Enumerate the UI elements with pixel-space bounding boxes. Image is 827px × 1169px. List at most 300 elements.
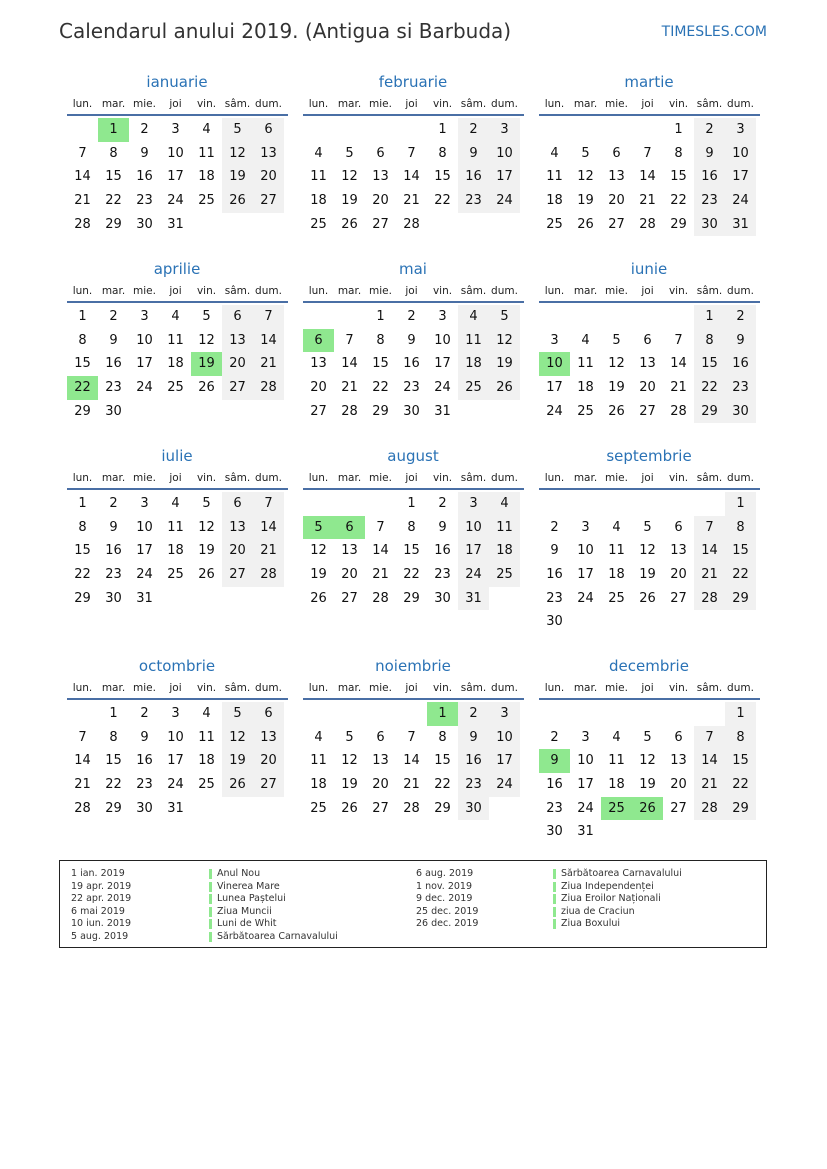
weekday-label: sâm. xyxy=(224,285,251,297)
day-cell: 22 xyxy=(372,380,389,396)
day-cell: 15 xyxy=(434,169,451,185)
day-cell: 30 xyxy=(434,590,451,606)
day-cell: 31 xyxy=(167,800,184,816)
day-cell: 8 xyxy=(109,145,118,161)
day-cell: 20 xyxy=(222,352,253,376)
day-cell: 5 xyxy=(643,519,652,535)
day-cell: 3 xyxy=(171,122,180,137)
legend-date: 6 mai 2019 xyxy=(71,905,125,917)
day-cell: 23 xyxy=(725,376,756,400)
day-cell: 7 xyxy=(674,332,683,348)
day-cell: 27 xyxy=(670,800,687,816)
empty-cell xyxy=(694,702,725,726)
day-cell: 30 xyxy=(546,824,563,840)
day-cell: 12 xyxy=(489,329,520,353)
day-cell: 2 xyxy=(458,118,489,142)
day-cell: 19 xyxy=(222,749,253,773)
day-cell: 1 xyxy=(694,305,725,329)
weekday-label: mie. xyxy=(369,98,392,110)
day-cell: 3 xyxy=(581,729,590,745)
day-cell: 6 xyxy=(674,729,683,745)
day-cell: 11 xyxy=(198,145,215,161)
day-cell: 17 xyxy=(167,753,184,769)
day-cell: 17 xyxy=(577,777,594,793)
day-cell: 11 xyxy=(310,169,327,185)
day-cell: 21 xyxy=(74,193,91,209)
day-cell: 12 xyxy=(198,519,215,535)
day-cell: 7 xyxy=(78,145,87,161)
day-cell: 24 xyxy=(167,193,184,209)
empty-cell xyxy=(539,118,570,142)
day-cell: 25 xyxy=(198,777,215,793)
weekday-header xyxy=(539,677,760,700)
weekday-header xyxy=(539,467,760,490)
weekday-label: mie. xyxy=(133,472,156,484)
day-cell: 29 xyxy=(105,800,122,816)
day-cell: 10 xyxy=(489,726,520,750)
weekday-label: joi xyxy=(169,285,182,297)
weekday-header xyxy=(303,93,524,116)
day-cell: 15 xyxy=(74,356,91,372)
day-cell: 4 xyxy=(458,305,489,329)
empty-cell xyxy=(694,492,725,516)
day-cell: 10 xyxy=(577,753,594,769)
weekday-label: mie. xyxy=(133,682,156,694)
day-cell: 29 xyxy=(403,590,420,606)
day-cell: 12 xyxy=(341,169,358,185)
weekday-label: mie. xyxy=(605,472,628,484)
month-name: noiembrie xyxy=(375,657,451,675)
weekday-label: sâm. xyxy=(460,472,487,484)
day-grid xyxy=(539,118,760,236)
day-cell: 17 xyxy=(546,380,563,396)
day-cell: 10 xyxy=(136,332,153,348)
legend-date: 10 iun. 2019 xyxy=(71,918,132,930)
day-cell: 14 xyxy=(341,356,358,372)
weekday-label: sâm. xyxy=(460,285,487,297)
day-cell: 11 xyxy=(167,332,184,348)
day-cell: 8 xyxy=(78,332,87,348)
weekday-label: mar. xyxy=(101,98,126,110)
month-name: aprilie xyxy=(153,260,201,278)
legend-right-dates xyxy=(416,868,478,931)
day-cell: 6 xyxy=(222,305,253,329)
day-cell: 19 xyxy=(577,193,594,209)
day-cell: 22 xyxy=(434,193,451,209)
day-grid xyxy=(303,702,524,820)
day-cell: 13 xyxy=(670,543,687,559)
day-cell: 28 xyxy=(694,797,725,821)
day-cell: 20 xyxy=(253,165,284,189)
day-cell: 7 xyxy=(253,492,284,516)
day-cell: 28 xyxy=(694,587,725,611)
day-cell: 15 xyxy=(725,749,756,773)
day-cell: 30 xyxy=(546,614,563,630)
weekday-label: mie. xyxy=(605,285,628,297)
day-cell: 24 xyxy=(489,189,520,213)
day-cell: 27 xyxy=(341,590,358,606)
weekday-label: mie. xyxy=(369,682,392,694)
legend-holiday-name: Anul Nou xyxy=(209,868,338,881)
day-cell: 7 xyxy=(345,332,354,348)
day-cell: 5 xyxy=(581,145,590,161)
day-cell: 6 xyxy=(253,118,284,142)
day-cell: 11 xyxy=(608,543,625,559)
day-cell: 2 xyxy=(109,496,118,511)
day-cell: 20 xyxy=(670,567,687,583)
day-cell: 9 xyxy=(407,332,416,348)
weekday-label: sâm. xyxy=(696,98,723,110)
day-cell: 14 xyxy=(403,753,420,769)
holiday-day-cell: 19 xyxy=(191,352,222,376)
site-link[interactable]: TIMESLES.COM xyxy=(661,24,767,40)
empty-cell xyxy=(663,492,694,516)
month-name: septembrie xyxy=(606,447,692,465)
holiday-day-cell: 5 xyxy=(303,516,334,540)
day-cell: 19 xyxy=(198,543,215,559)
day-cell: 15 xyxy=(434,753,451,769)
day-cell: 29 xyxy=(74,403,91,419)
day-cell: 13 xyxy=(253,142,284,166)
day-cell: 24 xyxy=(725,189,756,213)
day-cell: 24 xyxy=(434,380,451,396)
day-cell: 25 xyxy=(546,216,563,232)
weekday-label: joi xyxy=(169,98,182,110)
day-cell: 31 xyxy=(725,213,756,237)
day-cell: 10 xyxy=(167,729,184,745)
day-cell: 22 xyxy=(694,376,725,400)
weekday-label: mie. xyxy=(133,98,156,110)
day-cell: 12 xyxy=(341,753,358,769)
day-cell: 26 xyxy=(341,800,358,816)
day-cell: 21 xyxy=(253,539,284,563)
day-cell: 2 xyxy=(550,729,559,745)
weekday-label: joi xyxy=(641,682,654,694)
day-cell: 1 xyxy=(78,309,87,324)
empty-cell xyxy=(570,118,601,142)
day-cell: 30 xyxy=(694,213,725,237)
legend-holiday-name: Luni de Whit xyxy=(209,918,338,931)
weekday-label: lun. xyxy=(72,682,93,694)
weekday-label: mar. xyxy=(573,682,598,694)
legend-date: 22 apr. 2019 xyxy=(71,893,132,905)
day-cell: 18 xyxy=(458,352,489,376)
day-cell: 24 xyxy=(577,800,594,816)
day-cell: 4 xyxy=(489,492,520,516)
day-cell: 16 xyxy=(694,165,725,189)
weekday-header xyxy=(539,280,760,303)
day-cell: 5 xyxy=(345,145,354,161)
day-cell: 21 xyxy=(639,193,656,209)
day-cell: 16 xyxy=(136,753,153,769)
day-cell: 21 xyxy=(403,777,420,793)
legend-holiday-name: Sărbătoarea Carnavalului xyxy=(209,931,338,944)
day-cell: 17 xyxy=(489,749,520,773)
day-cell: 20 xyxy=(222,539,253,563)
day-cell: 4 xyxy=(314,145,323,161)
day-cell: 16 xyxy=(105,543,122,559)
weekday-label: sâm. xyxy=(224,98,251,110)
day-cell: 20 xyxy=(372,193,389,209)
month-name: ianuarie xyxy=(146,73,208,91)
day-cell: 4 xyxy=(612,519,621,535)
day-cell: 22 xyxy=(74,567,91,583)
empty-cell xyxy=(601,492,632,516)
weekday-label: joi xyxy=(169,682,182,694)
day-cell: 29 xyxy=(670,216,687,232)
empty-cell xyxy=(67,702,98,726)
day-cell: 23 xyxy=(434,567,451,583)
weekday-label: mie. xyxy=(133,285,156,297)
day-cell: 17 xyxy=(489,165,520,189)
month-noiembrie xyxy=(302,655,524,820)
weekday-label: dum. xyxy=(255,285,282,297)
empty-cell xyxy=(303,492,334,516)
day-cell: 1 xyxy=(674,122,683,137)
empty-cell xyxy=(539,492,570,516)
day-cell: 9 xyxy=(140,145,149,161)
month-octombrie xyxy=(66,655,288,820)
day-cell: 18 xyxy=(310,777,327,793)
day-cell: 23 xyxy=(694,189,725,213)
day-cell: 21 xyxy=(372,567,389,583)
empty-cell xyxy=(632,118,663,142)
day-cell: 6 xyxy=(612,145,621,161)
month-name: iulie xyxy=(161,447,193,465)
day-cell: 4 xyxy=(550,145,559,161)
day-cell: 2 xyxy=(140,122,149,137)
day-cell: 4 xyxy=(612,729,621,745)
day-cell: 27 xyxy=(670,590,687,606)
weekday-label: joi xyxy=(169,472,182,484)
day-cell: 29 xyxy=(74,590,91,606)
day-cell: 30 xyxy=(136,800,153,816)
day-cell: 4 xyxy=(202,706,211,721)
day-cell: 7 xyxy=(643,145,652,161)
day-cell: 24 xyxy=(136,567,153,583)
weekday-label: dum. xyxy=(491,285,518,297)
day-cell: 29 xyxy=(434,800,451,816)
weekday-label: dum. xyxy=(491,98,518,110)
day-cell: 29 xyxy=(694,400,725,424)
day-cell: 20 xyxy=(372,777,389,793)
day-cell: 20 xyxy=(670,777,687,793)
day-cell: 26 xyxy=(222,773,253,797)
day-cell: 14 xyxy=(253,516,284,540)
empty-cell xyxy=(570,305,601,329)
day-cell: 27 xyxy=(608,216,625,232)
empty-cell xyxy=(334,492,365,516)
day-cell: 7 xyxy=(407,145,416,161)
day-cell: 3 xyxy=(550,332,559,348)
day-cell: 8 xyxy=(109,729,118,745)
weekday-label: vin. xyxy=(196,98,217,110)
day-cell: 23 xyxy=(546,800,563,816)
day-cell: 18 xyxy=(198,753,215,769)
weekday-label: mar. xyxy=(101,472,126,484)
day-cell: 26 xyxy=(198,380,215,396)
day-cell: 28 xyxy=(639,216,656,232)
day-cell: 22 xyxy=(403,567,420,583)
day-cell: 26 xyxy=(639,590,656,606)
day-cell: 30 xyxy=(136,216,153,232)
day-cell: 20 xyxy=(341,567,358,583)
weekday-label: dum. xyxy=(727,682,754,694)
day-cell: 27 xyxy=(253,773,284,797)
weekday-label: joi xyxy=(405,472,418,484)
weekday-label: mie. xyxy=(605,98,628,110)
day-cell: 20 xyxy=(310,380,327,396)
day-cell: 29 xyxy=(372,403,389,419)
day-cell: 5 xyxy=(202,496,211,511)
day-cell: 21 xyxy=(670,380,687,396)
day-cell: 27 xyxy=(222,376,253,400)
day-cell: 19 xyxy=(341,193,358,209)
day-cell: 11 xyxy=(577,356,594,372)
day-cell: 23 xyxy=(136,777,153,793)
day-cell: 7 xyxy=(407,729,416,745)
legend-holiday-name: Vinerea Mare xyxy=(209,881,338,894)
day-cell: 12 xyxy=(639,543,656,559)
day-cell: 15 xyxy=(372,356,389,372)
weekday-label: mar. xyxy=(337,472,362,484)
day-cell: 8 xyxy=(694,329,725,353)
day-cell: 22 xyxy=(434,777,451,793)
weekday-label: mie. xyxy=(605,682,628,694)
day-cell: 13 xyxy=(222,329,253,353)
day-cell: 14 xyxy=(253,329,284,353)
weekday-label: lun. xyxy=(72,472,93,484)
day-cell: 11 xyxy=(310,753,327,769)
day-cell: 27 xyxy=(639,403,656,419)
day-cell: 23 xyxy=(105,567,122,583)
day-cell: 21 xyxy=(694,773,725,797)
day-cell: 17 xyxy=(167,169,184,185)
weekday-label: lun. xyxy=(308,472,329,484)
day-cell: 19 xyxy=(639,777,656,793)
day-cell: 16 xyxy=(546,777,563,793)
day-cell: 19 xyxy=(310,567,327,583)
weekday-header xyxy=(303,677,524,700)
day-cell: 20 xyxy=(608,193,625,209)
weekday-label: dum. xyxy=(491,472,518,484)
day-cell: 10 xyxy=(167,145,184,161)
month-name: decembrie xyxy=(609,657,689,675)
weekday-label: mar. xyxy=(337,285,362,297)
day-cell: 3 xyxy=(438,309,447,324)
weekday-label: lun. xyxy=(544,98,565,110)
day-cell: 19 xyxy=(489,352,520,376)
day-cell: 28 xyxy=(403,800,420,816)
day-cell: 21 xyxy=(403,193,420,209)
day-cell: 8 xyxy=(376,332,385,348)
day-cell: 7 xyxy=(694,726,725,750)
day-cell: 6 xyxy=(376,145,385,161)
day-cell: 4 xyxy=(171,309,180,324)
weekday-label: mar. xyxy=(101,682,126,694)
day-cell: 14 xyxy=(694,539,725,563)
weekday-label: vin. xyxy=(432,285,453,297)
day-cell: 3 xyxy=(458,492,489,516)
empty-cell xyxy=(539,702,570,726)
holiday-day-cell: 6 xyxy=(303,329,334,353)
day-cell: 16 xyxy=(458,749,489,773)
month-februarie xyxy=(302,71,524,236)
day-cell: 2 xyxy=(458,702,489,726)
weekday-label: sâm. xyxy=(460,682,487,694)
day-cell: 20 xyxy=(253,749,284,773)
month-aprilie xyxy=(66,258,288,423)
legend-holiday-name: Ziua Eroilor Naționali xyxy=(553,893,682,906)
day-cell: 25 xyxy=(310,800,327,816)
day-cell: 26 xyxy=(341,216,358,232)
day-cell: 31 xyxy=(434,403,451,419)
day-cell: 1 xyxy=(78,496,87,511)
day-cell: 26 xyxy=(222,189,253,213)
day-cell: 22 xyxy=(105,777,122,793)
empty-cell xyxy=(570,702,601,726)
day-cell: 9 xyxy=(694,142,725,166)
weekday-label: lun. xyxy=(308,682,329,694)
month-martie xyxy=(538,71,760,236)
day-cell: 14 xyxy=(372,543,389,559)
day-grid xyxy=(67,492,288,610)
day-cell: 15 xyxy=(725,539,756,563)
empty-cell xyxy=(396,702,427,726)
day-cell: 10 xyxy=(577,543,594,559)
day-cell: 28 xyxy=(670,403,687,419)
day-cell: 1 xyxy=(725,492,756,516)
day-cell: 15 xyxy=(105,753,122,769)
day-cell: 11 xyxy=(608,753,625,769)
day-cell: 10 xyxy=(136,519,153,535)
day-cell: 7 xyxy=(78,729,87,745)
day-cell: 23 xyxy=(458,189,489,213)
day-cell: 12 xyxy=(222,142,253,166)
day-cell: 19 xyxy=(222,165,253,189)
day-cell: 27 xyxy=(253,189,284,213)
day-cell: 14 xyxy=(670,356,687,372)
day-cell: 30 xyxy=(105,403,122,419)
day-cell: 16 xyxy=(458,165,489,189)
day-cell: 31 xyxy=(136,590,153,606)
day-cell: 2 xyxy=(109,309,118,324)
day-cell: 4 xyxy=(314,729,323,745)
day-cell: 8 xyxy=(725,516,756,540)
day-cell: 18 xyxy=(608,777,625,793)
legend-right-names xyxy=(553,868,682,931)
day-cell: 14 xyxy=(403,169,420,185)
day-cell: 4 xyxy=(581,332,590,348)
day-cell: 4 xyxy=(202,122,211,137)
weekday-label: vin. xyxy=(668,98,689,110)
day-cell: 8 xyxy=(78,519,87,535)
day-cell: 15 xyxy=(670,169,687,185)
weekday-label: sâm. xyxy=(224,682,251,694)
day-cell: 26 xyxy=(577,216,594,232)
day-cell: 8 xyxy=(438,145,447,161)
day-cell: 11 xyxy=(489,516,520,540)
day-cell: 10 xyxy=(434,332,451,348)
weekday-label: sâm. xyxy=(696,472,723,484)
empty-cell xyxy=(570,492,601,516)
holiday-day-cell: 1 xyxy=(427,702,458,726)
day-cell: 22 xyxy=(725,563,756,587)
day-cell: 13 xyxy=(639,356,656,372)
legend-date: 1 ian. 2019 xyxy=(71,868,125,879)
day-cell: 13 xyxy=(670,753,687,769)
day-cell: 24 xyxy=(136,380,153,396)
